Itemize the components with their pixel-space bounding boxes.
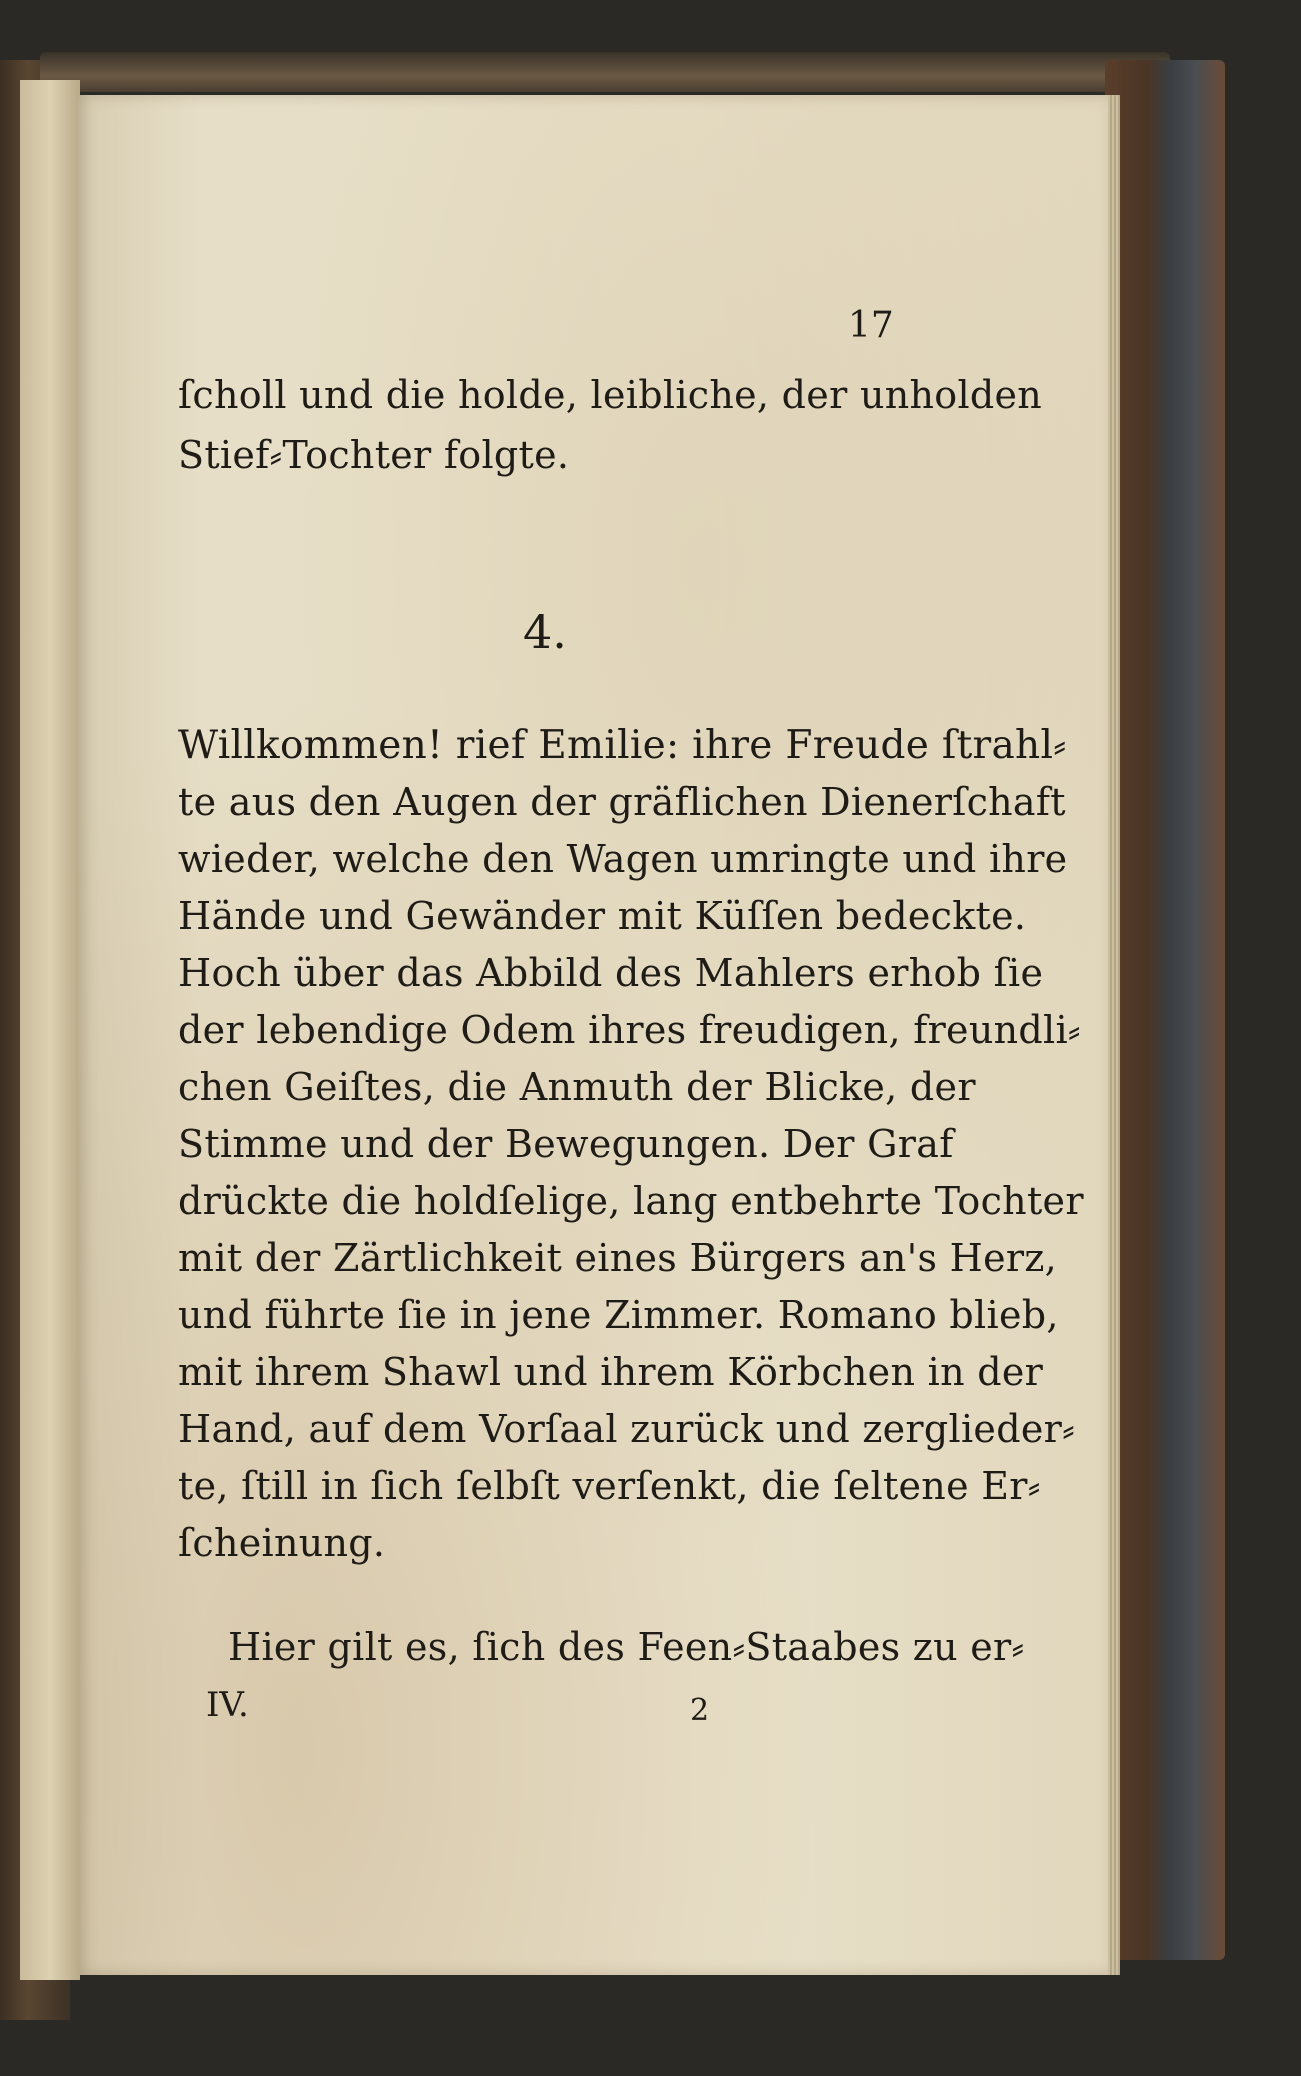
- text-line: Stimme und der Bewegungen. Der Graf: [178, 1122, 954, 1166]
- text-line: drückte die holdſelige, lang entbehrte Tochter: [178, 1179, 1084, 1223]
- text-line: ſcheinung.: [178, 1521, 386, 1565]
- cover-right-edge: [1105, 60, 1225, 1960]
- text-line: und führte ſie in jene Zimmer. Romano blieb,: [178, 1293, 1059, 1337]
- page-number: 17: [848, 305, 894, 346]
- text-line: Stief⸗Tochter folgte.: [178, 433, 570, 477]
- text-line: wieder, welche den Wagen umringte und ihre: [178, 837, 1068, 881]
- text-line: mit der Zärtlichkeit eines Bürgers an's Herz,: [178, 1236, 1058, 1280]
- text-line: Hände und Gewänder mit Küſſen bedeckte.: [178, 894, 1027, 938]
- text-line: Willkommen! rief Emilie: ihre Freude ſtrahl⸗: [178, 723, 1067, 768]
- text-line: mit ihrem Shawl und ihrem Körbchen in der: [178, 1350, 1044, 1394]
- text-line: te aus den Augen der gräflichen Dienerſchaft: [178, 780, 1066, 824]
- text-line: Hier gilt es, ſich des Feen⸗Staabes zu er⸗: [228, 1625, 1025, 1669]
- text-line: Hoch über das Abbild des Mahlers erhob ſie: [178, 951, 1044, 995]
- text-line: der lebendige Odem ihres freudigen, freundli⸗: [178, 1008, 1081, 1052]
- text-line: chen Geiſtes, die Anmuth der Blicke, der: [178, 1065, 976, 1109]
- text-line: ſcholl und die holde, leibliche, der unholden: [178, 373, 1043, 417]
- text-line: te, ſtill in ſich ſelbſt verſenkt, die ſeltene Er⸗: [178, 1464, 1041, 1508]
- book-page: [78, 95, 1108, 1975]
- text-line: Hand, auf dem Vorſaal zurück und zerglieder⸗: [178, 1407, 1076, 1451]
- chapter-number: 4.: [523, 605, 567, 659]
- left-page-edge: [20, 80, 80, 1980]
- signature-mark: 2: [690, 1693, 710, 1728]
- volume-mark: IV.: [206, 1685, 249, 1725]
- cover-top-edge: [40, 52, 1170, 92]
